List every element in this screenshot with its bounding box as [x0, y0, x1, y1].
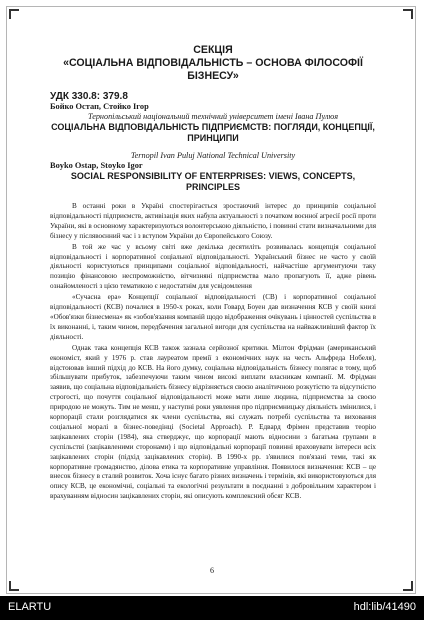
footer-bar — [0, 596, 424, 620]
title-line: СОЦІАЛЬНА ВІДПОВІДАЛЬНІСТЬ ПІДПРИЄМСТВ: ПОГЛЯДИ, КОНЦЕПЦІЇ, — [51, 122, 375, 132]
affiliation-en: Ternopil Ivan Puluj National Technical University — [130, 151, 296, 160]
section-heading — [50, 44, 376, 83]
title-line: PRINCIPLES — [185, 181, 240, 192]
authors-en: Boyko Ostap, Stoyko Igor — [50, 161, 143, 170]
repository-name: ELARTU — [8, 601, 52, 613]
udk-code: УДК 330.8: 379.8 — [50, 91, 128, 102]
page-number: 6 — [210, 566, 214, 575]
paragraph: В той же час у всьому світі вже декілька десятиліть розвивалась концепція соціальної відповідальності і корпоративної соціальної відповідальності. Український бізнес не часто у своїй діяльності користуються принципами соціальної відповідальності, найчастіше аргументуючи таку позицію фінансовою неспроможністю, вітчизняні підприємства мало пропагують її, адже рівень ознайомленості з цією тематикою є недостатнім для усвідомлення — [50, 242, 376, 291]
authors-ua: Бойко Остап, Стойко Ігор — [50, 102, 149, 111]
document-page — [50, 44, 376, 503]
paragraph: Однак така концепція КСВ також зазнала серйозної критики. Мілтон Фрідман (американський економіст, який у 1976 р. став лауреатом премії з економічних наук на честь Альфреда Нобеля), відстоював інший підхід до КСВ. На його думку, соціальна відповідальність бізнесу полягає в тому, щоб збільшувати прибуток, забезпечуючи таким чином високі виплати власникам компанії. М. Фрідман заявив, що соціальна відповідальність бізнесу відрізняється своєю аналітичною розкутістю та відсутністю строгості, що почуття соціальної відповідальності може мати лише людина, підприємства за своєю природою не можуть. Тим не менш, у наступні роки уявлення про підприємницьку діяльність змінилися, і корпорації стали розглядатися як члени суспільства, які служать потребі суспільства та виховання соціальної моралі в бізнес-поведінці (Societal Approach). Р. Едвард Фрімен представив теорію зацікавлених сторін (1984), яка стверджує, що корпорації мають відносини з багатьма групами в суспільстві (зацікавленими сторонами) і що відповідальні корпорації повинні враховувати інтереси всіх зацікавлених сторін (підхід зацікавлених сторін). В 1990-х рр. з'явилися пов'язані теми, такі як корпоративне громадянство, ділова етика та корпоративне управління. Появилося визначення: КСВ – це внесок бізнесу в сталий розвиток. Хоча існує багато різних визначень і термінів, які використовуються для опису КСВ, це економічні, соціальні та екологічні результати в поєднанні з добровільним характером і врахуванням відносин зацікавлених сторін, які описують комплексний обсяг КСВ. — [50, 343, 376, 501]
handle-id: hdl:lib/41490 — [353, 601, 416, 613]
frame-corner — [9, 581, 19, 591]
title-line: ПРИНЦИПИ — [187, 132, 239, 143]
frame-corner — [9, 9, 19, 19]
title-en — [50, 171, 376, 192]
paragraph: «Сучасна ера» Концепції соціальної відповідальності (СВ) і корпоративної соціальної відповідальності (КСВ) почалися в 1950-х роках, коли Говард Боуен дав визначення КСВ у своїй книзі «Обов'язки бізнесмена» як «зобов'язання компаній щодо відображення очікувань і цінностей суспільства в їх виконанні, і, таким чином, передбачення загальної вигоди для суспільства на найважливіший фактор їх діяльності. — [50, 293, 376, 341]
frame-corner — [403, 9, 413, 19]
affiliation-ua: Тернопільський національний технічний університет імені Івана Пулюя — [87, 112, 339, 121]
title-ua — [50, 122, 376, 143]
section-line: СЕКЦІЯ — [193, 44, 233, 56]
paragraph: В останні роки в Україні спостерігається зростаючий інтерес до принципів соціальної відповідальності підприємств, активізація яких набула актуальності з початком воєнної агресії росії проти України, які в основному характеризуються волонтерською діяльністю, і повинні стати визначальними для бізнесу у післявоєнний час і з вступом України до Європейського Союзу. — [50, 202, 376, 240]
body-text — [50, 202, 376, 502]
section-line: БІЗНЕСУ» — [187, 70, 239, 82]
frame-corner — [403, 581, 413, 591]
section-line: «СОЦІАЛЬНА ВІДПОВІДАЛЬНІСТЬ – ОСНОВА ФІЛОСОФІЇ — [63, 57, 363, 69]
title-line: SOCIAL RESPONSIBILITY OF ENTERPRISES: VIEWS, CONCEPTS, — [70, 171, 356, 181]
